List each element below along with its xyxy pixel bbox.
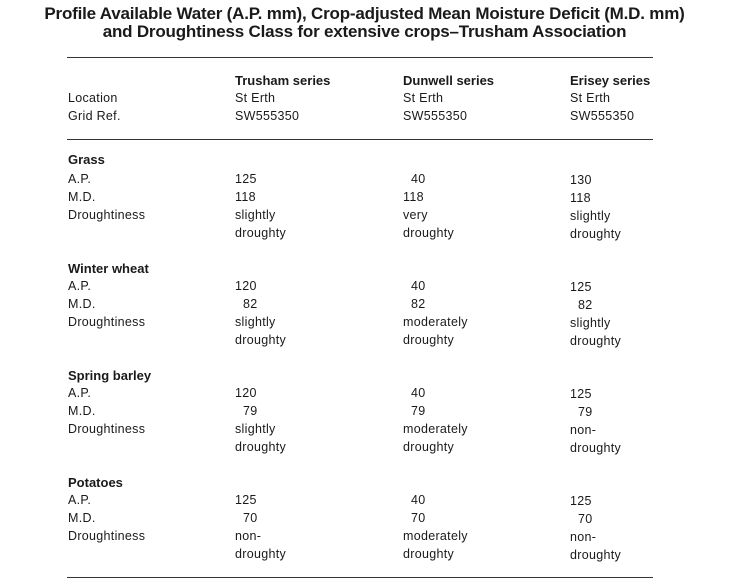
series-header-trusham: Trusham series xyxy=(235,73,331,88)
cell-droughtiness: non- xyxy=(235,529,262,543)
row-label-ap: A.P. xyxy=(68,279,92,293)
row-label-ap: A.P. xyxy=(68,493,92,507)
crop-title-potatoes: Potatoes xyxy=(68,475,123,490)
cell-droughtiness: droughty xyxy=(570,227,622,241)
series-header-dunwell: Dunwell series xyxy=(403,73,495,88)
title-line-1: Profile Available Water (A.P. mm), Crop-adjusted Mean Moisture Deficit (M.D. mm) xyxy=(44,4,685,23)
row-label-ap: A.P. xyxy=(68,172,92,186)
cell-droughtiness: slightly xyxy=(570,316,611,330)
row-label-md: M.D. xyxy=(68,297,96,311)
cell-ap: 40 xyxy=(411,172,426,186)
title-line-2: and Droughtiness Class for extensive crops–Trusham Association xyxy=(102,22,627,41)
table-title xyxy=(0,5,729,41)
cell-md: 79 xyxy=(578,405,593,419)
cell-md: 70 xyxy=(411,511,426,525)
cell-droughtiness: slightly xyxy=(235,422,276,436)
crop-title-grass: Grass xyxy=(68,152,105,167)
cell-droughtiness: moderately xyxy=(403,315,468,329)
gridref-label: Grid Ref. xyxy=(68,109,121,123)
cell-droughtiness: slightly xyxy=(570,209,611,223)
cell-droughtiness: non- xyxy=(570,423,597,437)
cell-ap: 125 xyxy=(570,280,592,294)
cell-md: 82 xyxy=(578,298,593,312)
row-label-ap: A.P. xyxy=(68,386,92,400)
header-rule xyxy=(67,139,653,140)
cell-ap: 40 xyxy=(411,493,426,507)
cell-droughtiness: droughty xyxy=(235,226,287,240)
row-label-droughtiness: Droughtiness xyxy=(68,529,146,543)
cell-droughtiness: moderately xyxy=(403,529,468,543)
cell-md: 118 xyxy=(235,190,256,204)
cell-ap: 120 xyxy=(235,386,257,400)
cell-md: 70 xyxy=(578,512,593,526)
cell-droughtiness: droughty xyxy=(235,333,287,347)
bottom-rule xyxy=(67,577,653,578)
cell-droughtiness: very xyxy=(403,208,428,222)
cell-droughtiness: droughty xyxy=(570,334,622,348)
cell-droughtiness: non- xyxy=(570,530,597,544)
cell-ap: 125 xyxy=(235,493,257,507)
series-location-trusham: St Erth xyxy=(235,91,276,105)
crop-title-spring-barley: Spring barley xyxy=(68,368,152,383)
row-label-md: M.D. xyxy=(68,190,96,204)
cell-ap: 130 xyxy=(570,173,592,187)
cell-md: 79 xyxy=(243,404,258,418)
cell-md: 82 xyxy=(243,297,258,311)
row-label-md: M.D. xyxy=(68,511,96,525)
cell-ap: 120 xyxy=(235,279,257,293)
cell-md: 79 xyxy=(411,404,426,418)
row-label-md: M.D. xyxy=(68,404,96,418)
cell-md: 82 xyxy=(411,297,426,311)
series-gridref-trusham: SW555350 xyxy=(235,109,300,123)
top-rule xyxy=(67,57,653,58)
series-location-dunwell: St Erth xyxy=(403,91,444,105)
cell-droughtiness: moderately xyxy=(403,422,468,436)
cell-ap: 125 xyxy=(570,387,592,401)
cell-ap: 40 xyxy=(411,386,426,400)
cell-droughtiness: droughty xyxy=(235,440,287,454)
cell-ap: 125 xyxy=(570,494,592,508)
cell-droughtiness: droughty xyxy=(403,547,455,561)
series-gridref-dunwell: SW555350 xyxy=(403,109,468,123)
series-header-erisey: Erisey series xyxy=(570,73,651,88)
crop-title-winter-wheat: Winter wheat xyxy=(68,261,149,276)
series-location-erisey: St Erth xyxy=(570,91,611,105)
cell-droughtiness: droughty xyxy=(403,333,455,347)
series-gridref-erisey: SW555350 xyxy=(570,109,635,123)
cell-droughtiness: droughty xyxy=(570,548,622,562)
cell-droughtiness: droughty xyxy=(403,226,455,240)
row-label-droughtiness: Droughtiness xyxy=(68,422,146,436)
cell-ap: 125 xyxy=(235,172,257,186)
cell-droughtiness: droughty xyxy=(235,547,287,561)
cell-droughtiness: slightly xyxy=(235,315,276,329)
cell-md: 118 xyxy=(403,190,424,204)
location-label: Location xyxy=(68,91,118,105)
cell-droughtiness: droughty xyxy=(403,440,455,454)
cell-droughtiness: droughty xyxy=(570,441,622,455)
cell-md: 118 xyxy=(570,191,591,205)
cell-ap: 40 xyxy=(411,279,426,293)
row-label-droughtiness: Droughtiness xyxy=(68,208,146,222)
row-label-droughtiness: Droughtiness xyxy=(68,315,146,329)
cell-md: 70 xyxy=(243,511,258,525)
cell-droughtiness: slightly xyxy=(235,208,276,222)
